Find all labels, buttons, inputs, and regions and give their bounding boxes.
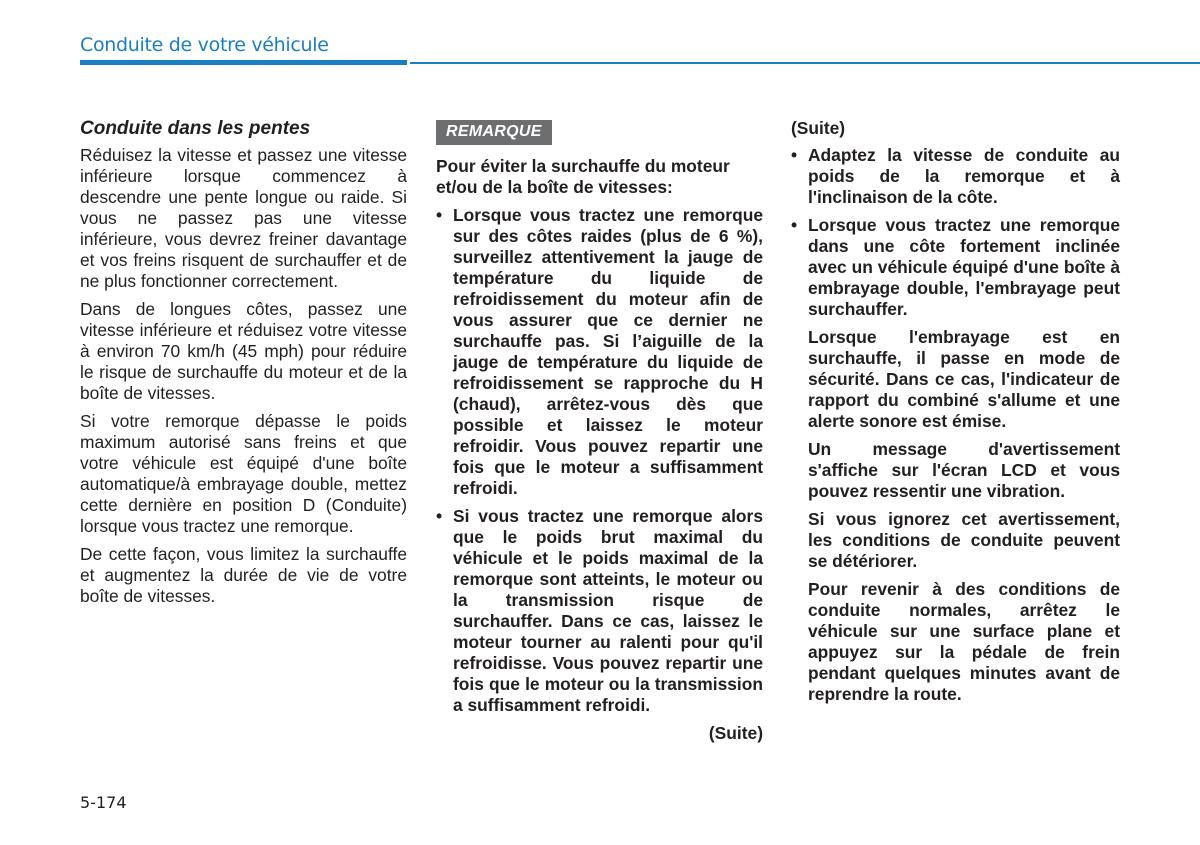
header-rule-thin (410, 62, 1200, 64)
note-bullet-list (791, 145, 1120, 320)
list-item-text: Si vous tractez une remorque alors que le poids brut maximal du véhicule et le poids maximal de la remorque sont atteints, le moteur ou la transmission risque de surchauffer. Dans ce cas, laissez le moteur tourner au ralenti pour qu'il refroidisse. Vous pouvez repartir une fois que le moteur ou la transmission a suffisamment refroidi. (453, 506, 763, 715)
list-item-text: Lorsque vous tractez une remorque sur des côtes raides (plus de 6 %), surveillez attentivement la jauge de température du liquide de refroidissement du moteur afin de vous assurer que ce dernier ne surchauffe pas. Si l’aiguille de la jauge de température du liquide de refroidissement se rapproche du H (chaud), arrêtez-vous dès que possible et laissez le moteur refroidir. Vous pouvez repartir une fois que le moteur a suffisamment refroidi. (453, 205, 763, 498)
sub-paragraph: Un message d'avertissement s'affiche sur l'écran LCD et vous pouvez ressentir une vibration. (808, 439, 1120, 501)
paragraph: Si votre remorque dépasse le poids maximum autorisé sans freins et que votre véhicule est équipé d'une boîte automatique/à embrayage double, mettez cette dernière en position D (Conduite) lorsque vous tractez une remorque. (80, 411, 407, 536)
sub-paragraph: Lorsque l'embrayage est en surchauffe, il passe en mode de sécurité. Dans ce cas, l'indicateur de rapport du combiné s'allume et une alerte sonore est émise. (808, 327, 1120, 431)
bullet-icon: • (436, 205, 443, 225)
section-heading: Conduite dans les pentes (80, 118, 311, 139)
sub-paragraph: Si vous ignorez cet avertissement, les conditions de conduite peuvent se détériorer. (808, 509, 1120, 571)
note-intro: Pour éviter la surchauffe du moteur et/ou de la boîte de vitesses: (436, 156, 730, 197)
bullet-icon: • (791, 215, 798, 235)
list-item-text: Lorsque vous tractez une remorque dans une côte fortement inclinée avec un véhicule équipé d'une boîte à embrayage double, l'embrayage peut surchauffer. (808, 215, 1120, 319)
list-item (436, 506, 763, 716)
bullet-icon: • (791, 145, 798, 165)
list-item-text: Adaptez la vitesse de conduite au poids de la remorque et à l'inclinaison de la côte. (808, 145, 1120, 207)
page-number: 5-174 (80, 793, 127, 812)
paragraph: De cette façon, vous limitez la surchauffe et augmentez la durée de vie de votre boîte de vitesses. (80, 544, 407, 606)
right-column (791, 118, 1120, 712)
left-column (80, 118, 407, 614)
remarque-badge: REMARQUE (436, 120, 552, 145)
continued-label: (Suite) (708, 723, 763, 743)
list-item (791, 215, 1120, 320)
middle-column (436, 120, 763, 744)
paragraph: Dans de longues côtes, passez une vitesse inférieure et réduisez votre vitesse à environ 70 km/h (45 mph) pour réduire le risque de surchauffe du moteur et de la boîte de vitesses. (80, 299, 407, 403)
paragraph: Réduisez la vitesse et passez une vitesse inférieure lorsque commencez à descendre une pente longue ou raide. Si vous ne passez pas une vitesse inférieure, vous devrez freiner davantage et vos freins risquent de surchauffer et de ne plus fonctionner correctement. (80, 145, 407, 291)
sub-paragraph: Pour revenir à des conditions de conduite normales, arrêtez le véhicule sur une surface plane et appuyez sur la pédale de frein pendant quelques minutes avant de reprendre la route. (808, 579, 1120, 704)
header-rule-thick (80, 60, 407, 65)
bullet-icon: • (436, 506, 443, 526)
list-item (791, 145, 1120, 208)
continued-label: (Suite) (791, 118, 846, 138)
list-item (436, 205, 763, 499)
page-header-title: Conduite de votre véhicule (80, 34, 329, 56)
note-bullet-list (436, 205, 763, 716)
